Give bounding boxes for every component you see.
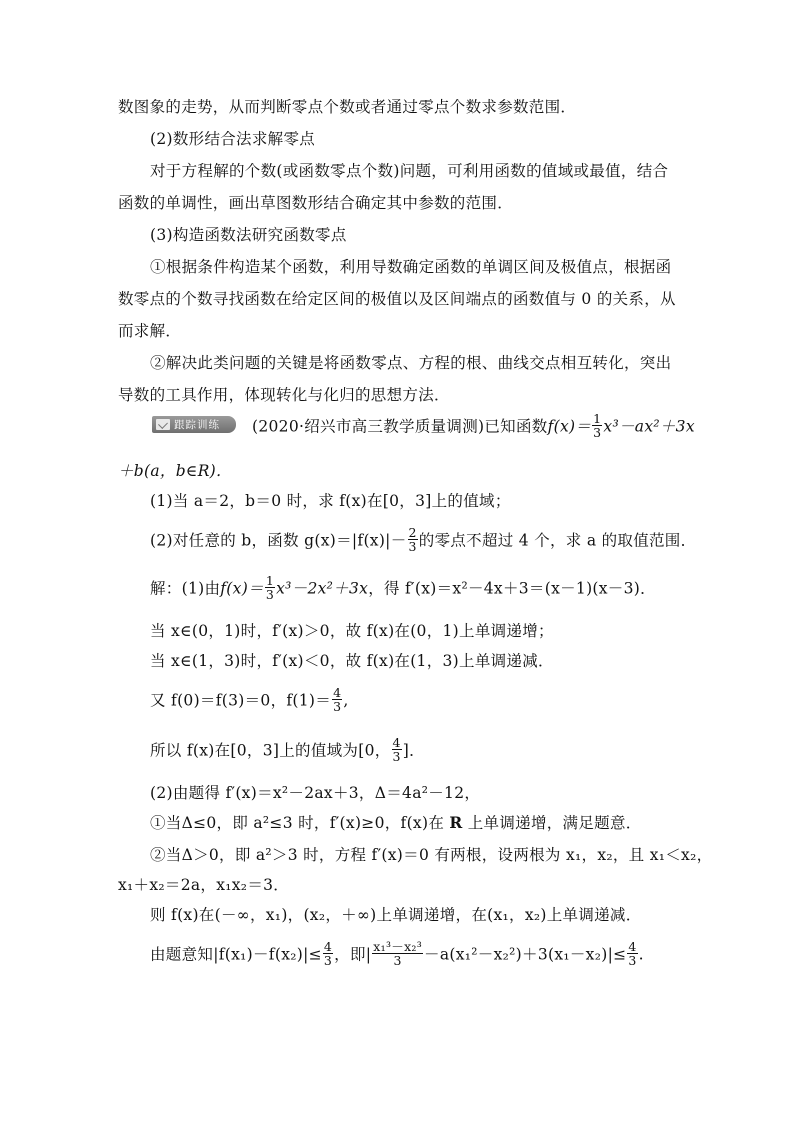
- function-lhs: f(x)＝: [547, 417, 592, 436]
- fraction-numerator: 4: [323, 939, 333, 954]
- solution-line: [150, 812, 642, 834]
- fraction-numerator: 2: [408, 525, 417, 540]
- solution-text: 所以 f(x)在[0，3]上的值域为[0，: [150, 741, 391, 760]
- question-stem-cont: ＋b(a，b∈R)．: [118, 462, 232, 480]
- paragraph-line: 对于方程解的个数(或函数零点个数)问题，可利用函数的值域或最值，结合: [150, 162, 669, 180]
- section-heading: (3)构造函数法研究函数零点: [150, 226, 347, 244]
- solution-line: 又 f(0)＝f(3)＝0，f(1)＝ $\frac{4}{3}$ ,: [150, 685, 349, 714]
- solution-text: 上单调递增，满足题意．: [462, 814, 642, 832]
- solution-text: ，即|: [334, 945, 372, 964]
- solution-text: 由题意知|f(x₁)－f(x₂)|≤: [150, 945, 322, 964]
- solution-text: ]．: [402, 741, 425, 760]
- fraction-denominator: 3: [628, 953, 637, 968]
- solution-text: ①当Δ≤0，即 a²≤3 时，f′(x)≥0，f(x)在: [150, 814, 450, 832]
- solution-line: (2)由题得 f′(x)＝x²－2ax＋3，Δ＝4a²－12，: [150, 784, 481, 802]
- fraction-denominator: 3: [392, 749, 401, 764]
- paragraph-line: ②解决此类问题的关键是将函数零点、方程的根、曲线交点相互转化，突出: [150, 354, 672, 372]
- check-icon: [156, 419, 170, 430]
- fraction-numerator: 1: [265, 573, 275, 588]
- solution-line: x₁＋x₂＝2a，x₁x₂＝3．: [118, 876, 290, 894]
- fraction: [323, 940, 333, 967]
- section-heading: (2)数形结合法求解零点: [150, 130, 316, 148]
- fraction: [332, 686, 342, 713]
- exercise-tag-label: 跟踪训练: [174, 419, 220, 431]
- solution-line: 则 f(x)在(－∞，x₁)，(x₂，＋∞)上单调递增，在(x₁，x₂)上单调递减．: [150, 906, 642, 924]
- solution-line: 当 x∈(1，3)时，f′(x)＜0，故 f(x)在(1，3)上单调递减．: [150, 652, 554, 670]
- fraction-denominator: 3: [265, 587, 275, 602]
- solution-line: [150, 573, 656, 603]
- question-part-1: (1)当 a＝2，b＝0 时，求 f(x)在[0，3]上的值域；: [150, 492, 511, 510]
- paragraph-line: 数图象的走势，从而判断零点个数或者通过零点个数求参数范围．: [118, 98, 577, 116]
- solution-text: 又 f(0)＝f(3)＝0，f(1)＝: [150, 691, 332, 710]
- paragraph-line: 导数的工具作用，体现转化与化归的思想方法．: [118, 386, 450, 404]
- paragraph-line: 而求解．: [118, 322, 182, 340]
- fraction: [265, 574, 275, 601]
- question-source: (2020·绍兴市高三教学质量调测)已知函数: [252, 417, 548, 436]
- derivative-text: ，得 f′(x)＝x²－4x＋3＝(x－1)(x－3)．: [368, 579, 656, 598]
- question-part-2: [150, 525, 697, 555]
- paragraph-line: 数零点的个数寻找函数在给定区间的极值以及区间端点的函数值与 0 的关系，从: [118, 290, 676, 308]
- fraction-numerator: 4: [628, 939, 637, 954]
- fraction-denominator: 3: [333, 699, 342, 714]
- fraction-numerator: x₁³－x₂³: [373, 939, 423, 954]
- solution-text: －a(x₁²－x₂²)＋3(x₁－x₂)|≤: [424, 945, 627, 964]
- fraction-numerator: 1: [593, 411, 602, 426]
- fraction: [627, 940, 637, 967]
- fraction-denominator: 3: [408, 539, 417, 554]
- fraction-numerator: 4: [333, 685, 342, 700]
- question-stem: [252, 411, 695, 441]
- fraction: [392, 736, 402, 763]
- fraction-denominator: 3: [593, 425, 602, 440]
- fraction-numerator: 4: [392, 735, 401, 750]
- exercise-tag: [152, 416, 236, 433]
- paragraph-line: 函数的单调性，画出草图数形结合确定其中参数的范围．: [118, 194, 514, 212]
- solution-line: 由题意知|f(x₁)－f(x₂)|≤ $\frac{4}{3}$ ，即| $\frac{\text{x₁³－x₂³}}{3}$ －a(x₁²－x₂²)＋3(x₁－x₂)|≤ $\frac{4}{3}$ .: [150, 939, 644, 968]
- function-rhs: x³－2x²＋3x: [276, 579, 369, 598]
- function-lhs: f(x)＝: [220, 579, 264, 598]
- solution-line: [150, 735, 425, 765]
- fraction: [408, 526, 418, 553]
- question-part-2-a: (2)对任意的 b，函数 g(x)＝|f(x)|－: [150, 531, 407, 550]
- fraction-denominator: 3: [393, 953, 402, 968]
- fraction: [592, 412, 602, 439]
- fraction-denominator: 3: [323, 953, 333, 968]
- fraction: [372, 940, 423, 967]
- solution-line: 当 x∈(0，1)时，f′(x)＞0，故 f(x)在(0，1)上单调递增；: [150, 622, 554, 640]
- question-part-2-b: 的零点不超过 4 个，求 a 的取值范围．: [418, 531, 697, 550]
- real-numbers-symbol: R: [449, 813, 463, 832]
- function-rhs: x³－ax²＋3x: [603, 417, 695, 436]
- solution-lead: 解：(1)由: [150, 579, 221, 598]
- paragraph-line: ①根据条件构造某个函数，利用导数确定函数的单调区间及极值点，根据函: [150, 258, 672, 276]
- solution-line: ②当Δ＞0，即 a²＞3 时，方程 f′(x)＝0 有两根，设两根为 x₁，x₂，且 x₁＜x₂，: [150, 846, 713, 864]
